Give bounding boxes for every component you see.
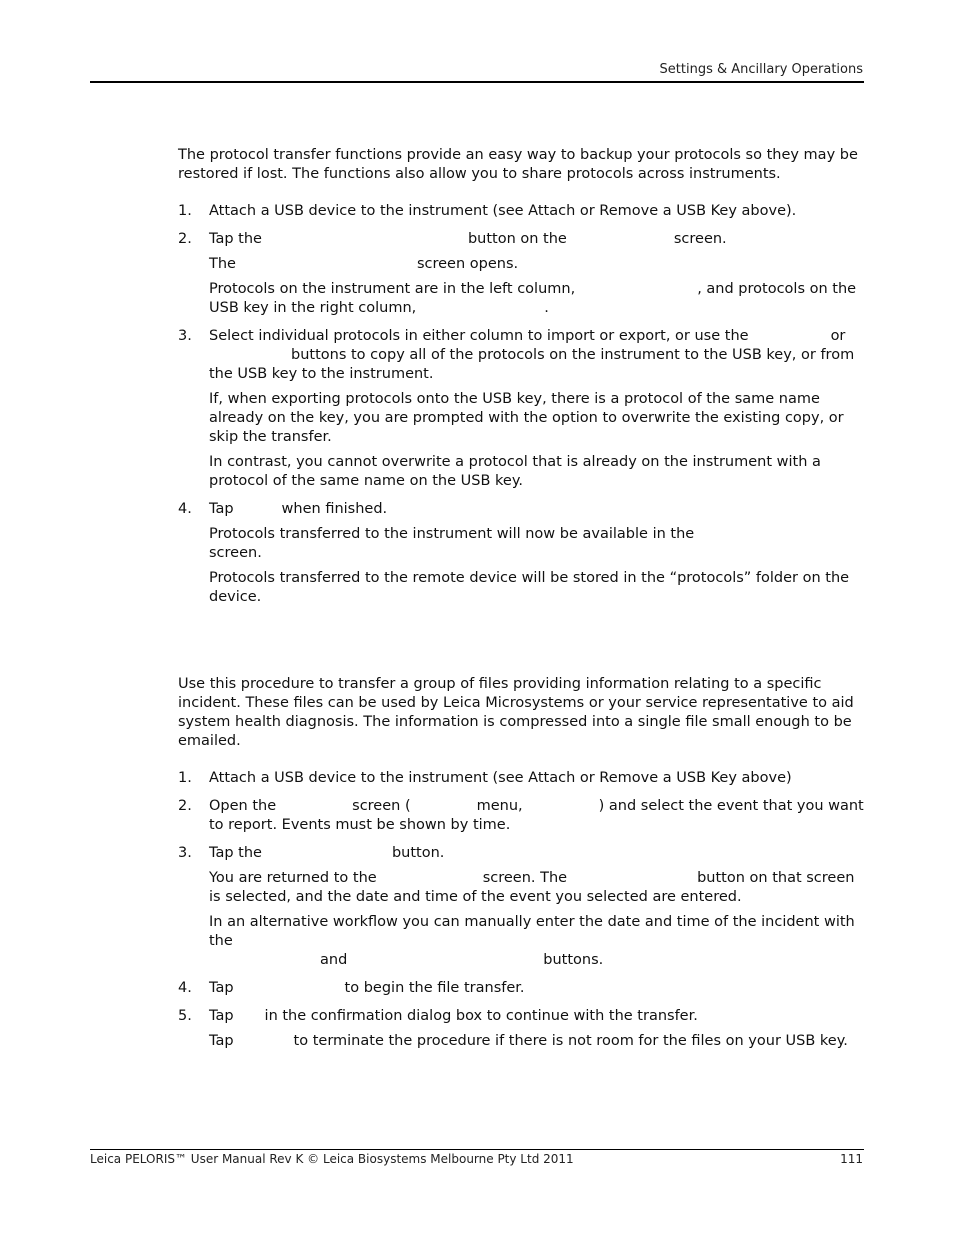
- note-text: button on that screen is selected, and the date and time of the event you selected are entered.: [209, 870, 855, 905]
- step-text: in the confirmation dialog box to continue with the transfer.: [264, 1008, 698, 1024]
- incident-step-5-note-1: [178, 1032, 866, 1051]
- incident-step-3-note-2: [178, 913, 866, 970]
- step-number: 4.: [178, 501, 192, 517]
- step-number: 3.: [178, 845, 192, 861]
- step-text: ) and select the event that you want to report. Events must be shown by time.: [209, 798, 864, 833]
- step-number: 5.: [178, 1008, 192, 1024]
- note-text: Protocols on the instrument are in the left column,: [209, 281, 576, 297]
- step-text: button on the: [467, 231, 567, 247]
- step-text: or: [830, 328, 846, 344]
- step-text: menu,: [476, 798, 523, 814]
- note-text: Protocols transferred to the instrument will now be available in the: [209, 526, 695, 542]
- protocol-step-2: [178, 230, 866, 249]
- note-text: screen opens.: [416, 256, 519, 272]
- step-text: when finished.: [281, 501, 388, 517]
- step-text: Tap: [209, 501, 234, 517]
- incident-step-3-note-1: [178, 869, 866, 907]
- step-text: Tap the: [209, 845, 262, 861]
- step-number: 4.: [178, 980, 192, 996]
- note-text: buttons.: [543, 952, 604, 968]
- step-text: Tap: [209, 1008, 234, 1024]
- incident-step-1: [178, 769, 866, 788]
- protocol-step-4: [178, 500, 866, 519]
- step-text: Attach a USB device to the instrument (see Attach or Remove a USB Key above).: [209, 203, 797, 219]
- step-number: 3.: [178, 328, 192, 344]
- note-text: screen.: [209, 545, 262, 561]
- protocol-step-2-note-1: [178, 255, 866, 274]
- step-text: Open the: [209, 798, 277, 814]
- note-text: , and protocols on the USB key in the right column,: [209, 281, 857, 316]
- incident-step-2: [178, 797, 866, 835]
- step-text: buttons to copy all of the protocols on the instrument to the USB key, or from the USB key to the instrument.: [209, 347, 855, 382]
- step-text: Select individual protocols in either column to import or export, or use the: [209, 328, 749, 344]
- protocol-step-4-note-1: [178, 525, 866, 563]
- incident-step-4: [178, 979, 866, 998]
- incident-step-3: [178, 844, 866, 863]
- note-text: In an alternative workflow you can manually enter the date and time of the incident with the: [209, 914, 855, 949]
- header-rule: [90, 81, 864, 83]
- page-content: [178, 146, 866, 1060]
- step-text: Tap the: [209, 231, 262, 247]
- protocol-step-3: [178, 327, 866, 384]
- protocol-transfer-intro: The protocol transfer functions provide an easy way to backup your protocols so they may be restored if lost. The functions also allow you to share protocols across instruments.: [178, 147, 858, 182]
- step-number: 1.: [178, 770, 192, 786]
- note-text: The: [209, 256, 236, 272]
- step-number: 1.: [178, 203, 192, 219]
- note-text: and: [320, 952, 348, 968]
- protocol-step-2-note-2: [178, 280, 866, 318]
- step-text: to begin the file transfer.: [344, 980, 525, 996]
- note-text: .: [544, 300, 549, 316]
- protocol-step-3-note-2: In contrast, you cannot overwrite a protocol that is already on the instrument with a protocol of the same name on the USB key.: [209, 454, 821, 489]
- step-text: screen (: [352, 798, 411, 814]
- note-text: Tap: [209, 1033, 234, 1049]
- protocol-step-4-note-2: Protocols transferred to the remote device will be stored in the “protocols” folder on the device.: [209, 570, 850, 605]
- protocol-step-3-note-1: If, when exporting protocols onto the USB key, there is a protocol of the same name already on the key, you are prompted with the option to overwrite the existing copy, or skip the transfer.: [209, 391, 844, 445]
- protocol-step-1: [178, 202, 866, 221]
- incident-step-5: [178, 1007, 866, 1026]
- step-number: 2.: [178, 798, 192, 814]
- step-text: Tap: [209, 980, 234, 996]
- incident-report-intro: Use this procedure to transfer a group of files providing information relating to a specific incident. These files can be used by Leica Microsystems or your service representative to aid system health diagnosis. The information is compressed into a single file small enough to be emailed.: [178, 676, 854, 749]
- page-number: 111: [840, 1152, 863, 1166]
- note-text: to terminate the procedure if there is not room for the files on your USB key.: [293, 1033, 848, 1049]
- step-text: screen.: [673, 231, 727, 247]
- step-number: 2.: [178, 231, 192, 247]
- footer-rule: [90, 1149, 864, 1150]
- note-text: screen. The: [482, 870, 568, 886]
- step-text: Attach a USB device to the instrument (see Attach or Remove a USB Key above): [209, 770, 792, 786]
- step-text: button.: [391, 845, 445, 861]
- footer-copyright: Leica PELORIS™ User Manual Rev K © Leica Biosystems Melbourne Pty Ltd 2011: [90, 1152, 574, 1166]
- running-header: Settings & Ancillary Operations: [659, 62, 863, 77]
- note-text: You are returned to the: [209, 870, 377, 886]
